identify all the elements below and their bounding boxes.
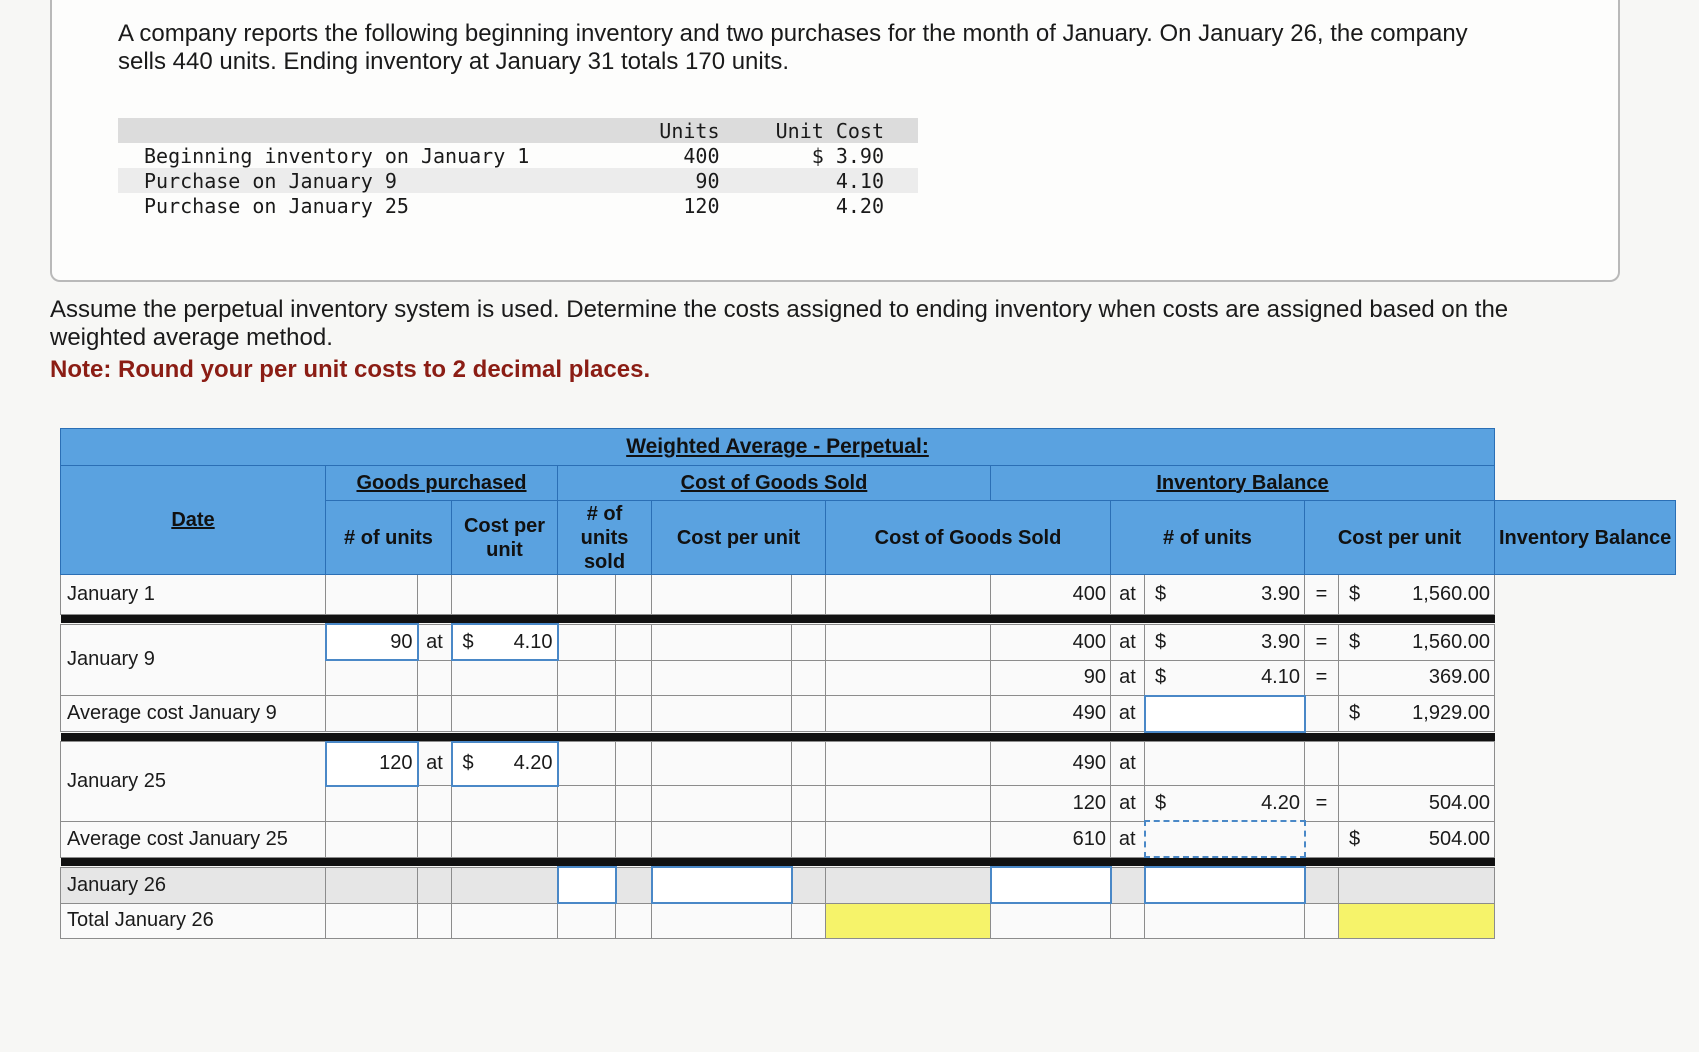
gp-cost-jan9: 4.10 bbox=[513, 630, 553, 653]
date-header: Date bbox=[61, 466, 326, 575]
row-total26 bbox=[61, 903, 1676, 939]
ib2-units-jan25: 120 bbox=[991, 786, 1111, 822]
cogs-units-jan26-input[interactable] bbox=[558, 867, 616, 903]
ib2-units-jan9: 90 bbox=[991, 660, 1111, 696]
row-jan25: January 25 120 at $ 4.20 490 at bbox=[61, 742, 1676, 786]
ib2-cost-jan9: 4.10 bbox=[1261, 666, 1300, 688]
gp-cost-header: Cost per unit bbox=[452, 501, 558, 575]
inventory-balance-group-header: Inventory Balance bbox=[991, 466, 1495, 501]
ib2-total-jan25: 504.00 bbox=[1339, 786, 1495, 822]
table-row: Beginning inventory on January 1 400 $ 3.90 bbox=[144, 143, 884, 168]
date-jan1: January 1 bbox=[61, 575, 326, 615]
row-jan9: January 9 90 at $ 4.10 400 at $ 3.90 = $ 1,560.00 bbox=[61, 624, 1676, 660]
cogs-cost-header: Cost per unit bbox=[652, 501, 826, 575]
problem-text: A company reports the following beginning inventory and two purchases for the month of January. On January 26, the company sells 440 units. Ending inventory at January 31 totals 170 units. bbox=[118, 20, 1468, 75]
ib-cost-jan26-input[interactable] bbox=[1145, 867, 1305, 903]
ib2-total-jan9: 369.00 bbox=[1339, 660, 1495, 696]
ib1-units-jan9: 400 bbox=[991, 624, 1111, 660]
row-jan9b: 90 at $ 4.10 = 369.00 bbox=[61, 660, 1676, 696]
gp-cost-jan25: 4.20 bbox=[513, 752, 553, 774]
row-jan26 bbox=[61, 867, 1676, 903]
weighted-average-worksheet bbox=[60, 428, 1676, 939]
date-total26: Total January 26 bbox=[61, 903, 326, 939]
instructions bbox=[50, 296, 1610, 384]
cogs-units-header: # of units sold bbox=[558, 501, 652, 575]
instructions-text: Assume the perpetual inventory system is used. Determine the costs assigned to ending inventory when costs are assigned based on the weighted average method. bbox=[50, 296, 1509, 351]
table-row: Purchase on January 9 90 4.10 bbox=[118, 168, 918, 193]
row-jan1: January 1 400 at $ 3.90 = $ 1,560.00 bbox=[61, 575, 1676, 615]
ib-total-avg25: 504.00 bbox=[1428, 827, 1490, 850]
cogs-total-jan26-input[interactable] bbox=[826, 903, 991, 939]
ib-total-jan1: 1,560.00 bbox=[1412, 583, 1490, 605]
ib-total-header: Inventory Balance bbox=[1495, 501, 1676, 575]
ib-cost-header: Cost per unit bbox=[1305, 501, 1495, 575]
ib-total-avg9: 1,929.00 bbox=[1412, 702, 1490, 724]
ib-cost-avg9-input[interactable] bbox=[1145, 696, 1305, 732]
rounding-note: Note: Round your per unit costs to 2 decimal places. bbox=[50, 356, 651, 383]
gp-units-header: # of units bbox=[326, 501, 452, 575]
cogs-header: Cost of Goods Sold bbox=[558, 466, 991, 501]
gp-units-jan25[interactable]: 120 bbox=[326, 742, 418, 786]
ib1-units-jan25: 490 bbox=[991, 742, 1111, 786]
cogs-cost-jan26-input[interactable] bbox=[652, 867, 792, 903]
ib-units-avg25: 610 bbox=[991, 821, 1111, 857]
date-jan9: January 9 bbox=[61, 624, 326, 696]
row-avg9: Average cost January 9 490 at $ 1,929.00 bbox=[61, 696, 1676, 732]
ib-total-jan26-input[interactable] bbox=[1339, 903, 1495, 939]
date-avg9: Average cost January 9 bbox=[61, 696, 326, 732]
ib1-cost-jan9: 3.90 bbox=[1261, 630, 1300, 653]
ib-units-jan26-input[interactable] bbox=[991, 867, 1111, 903]
date-avg25: Average cost January 25 bbox=[61, 821, 326, 857]
date-jan25: January 25 bbox=[61, 742, 326, 822]
row-avg25: Average cost January 25 610 at $ 504.00 bbox=[61, 821, 1676, 857]
units-header: Units bbox=[659, 118, 720, 143]
ib-cost-avg25-input[interactable] bbox=[1145, 821, 1305, 857]
row-jan25b: 120 at $ 4.20 = 504.00 bbox=[61, 786, 1676, 822]
worksheet-title: Weighted Average - Perpetual: bbox=[61, 429, 1495, 466]
cogs-total-header: Cost of Goods Sold bbox=[826, 501, 1111, 575]
date-jan26: January 26 bbox=[61, 867, 326, 903]
ib-units-jan1: 400 bbox=[991, 575, 1111, 615]
ib-cost-jan1: 3.90 bbox=[1261, 583, 1300, 605]
ib-units-avg9: 490 bbox=[991, 696, 1111, 732]
ib2-cost-jan25: 4.20 bbox=[1261, 791, 1300, 814]
table-row: Purchase on January 25 120 4.20 bbox=[144, 193, 884, 218]
unit-cost-header: Unit Cost bbox=[775, 118, 884, 143]
ib1-total-jan9: 1,560.00 bbox=[1412, 630, 1490, 653]
given-data-table bbox=[118, 118, 918, 218]
ib-units-header: # of units bbox=[1111, 501, 1305, 575]
goods-purchased-header: Goods purchased bbox=[326, 466, 558, 501]
gp-units-jan9[interactable]: 90 bbox=[326, 624, 418, 660]
